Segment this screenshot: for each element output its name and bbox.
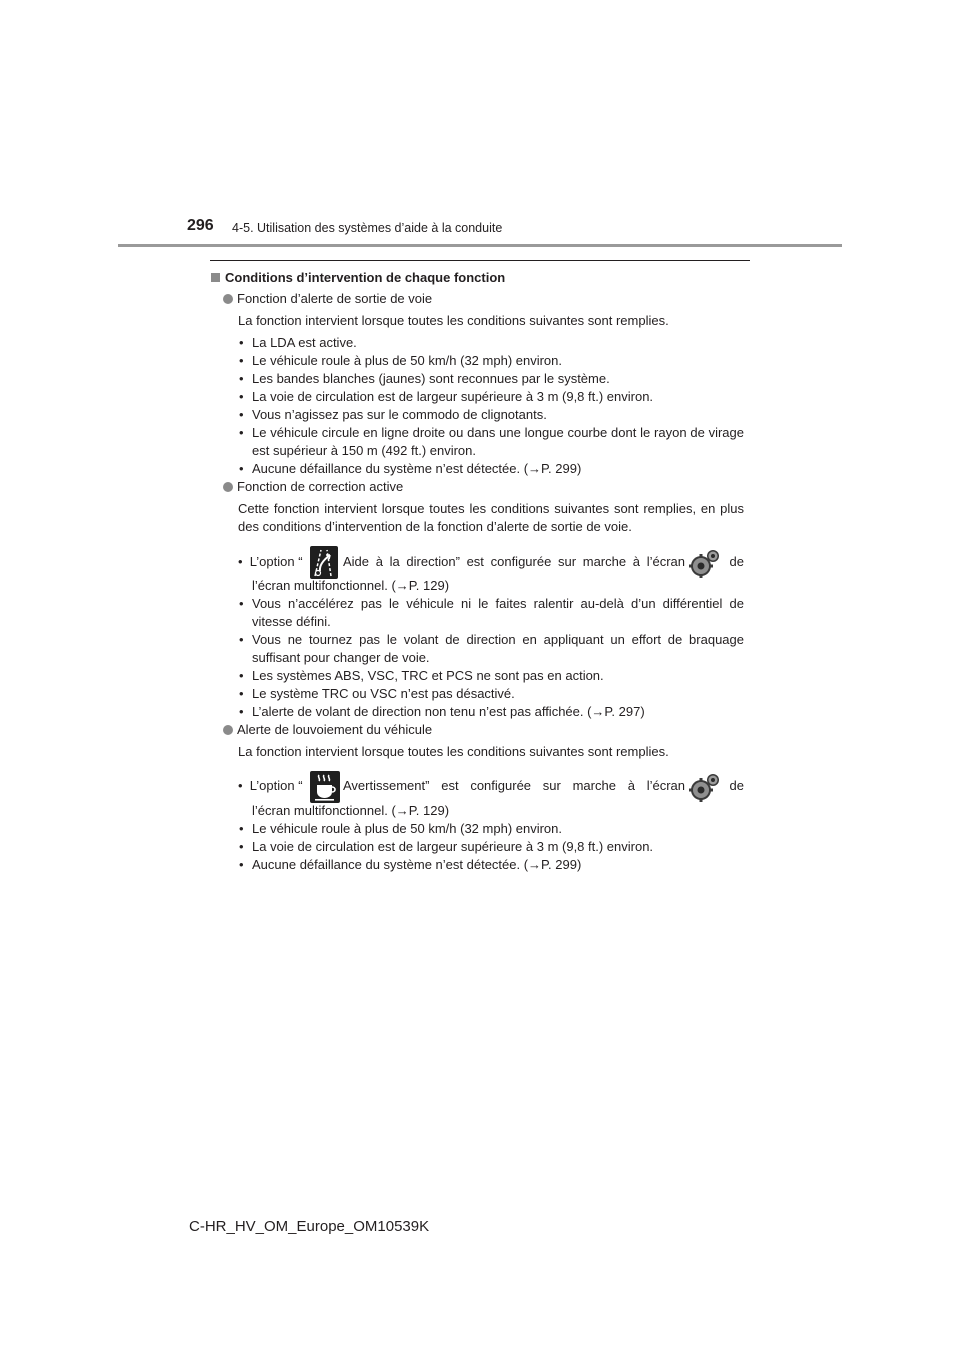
list-item: • Vous n’agissez pas sur le commodo de clignotants. xyxy=(238,406,744,424)
list-item: • Le véhicule roule à plus de 50 km/h (32 mph) environ. xyxy=(238,820,744,838)
list-item: • La voie de circulation est de largeur supérieure à 3 m (9,8 ft.) environ. xyxy=(238,388,744,406)
option-continuation: l’écran multifonctionnel. (→P. 129) xyxy=(252,803,450,818)
list-item: • Vous n’accélérez pas le véhicule ni le faites ralentir au-delà d’un différentiel de vitesse défini. xyxy=(238,595,744,631)
option-continuation: l’écran multifonctionnel. (→P. 129) xyxy=(252,578,450,593)
page-number: 296 xyxy=(187,217,214,234)
list-item: • Les bandes blanches (jaunes) sont reconnues par le système. xyxy=(238,370,744,388)
option-text: Aide à la direction” est configurée sur marche à l’écran xyxy=(343,554,685,569)
option-suffix: de xyxy=(729,778,744,793)
subsection-sway-warning xyxy=(223,722,432,737)
header-divider xyxy=(118,244,842,247)
subsection-title: Alerte de louvoiement du véhicule xyxy=(237,722,433,737)
settings-gear-icon xyxy=(689,548,721,578)
subsection-title: Fonction de correction active xyxy=(237,479,404,494)
list-item: • La LDA est active. xyxy=(238,334,744,352)
paragraph: La fonction intervient lorsque toutes les conditions suivantes sont remplies. xyxy=(238,744,669,759)
subsection-title: Fonction d’alerte de sortie de voie xyxy=(237,291,433,306)
list-item: • Vous ne tournez pas le volant de direction en appliquant un effort de braquage suffisant pour changer de voie. xyxy=(238,631,744,667)
list-item: • Aucune défaillance du système n’est détectée. (→P. 299) xyxy=(238,856,744,874)
list-item: • Le véhicule roule à plus de 50 km/h (32 mph) environ. xyxy=(238,352,744,370)
paragraph: Cette fonction intervient lorsque toutes les conditions suivantes sont remplies, en plus des conditions d’intervention de la fonction d’alerte de sortie de voie. xyxy=(238,501,744,534)
round-bullet-icon xyxy=(223,294,233,304)
settings-gear-icon xyxy=(689,772,721,802)
square-bullet-icon xyxy=(211,273,220,282)
subsection-lane-departure xyxy=(223,291,432,306)
round-bullet-icon xyxy=(223,725,233,735)
chapter-title: 4-5. Utilisation des systèmes d’aide à la conduite xyxy=(232,221,503,235)
document-id: C-HR_HV_OM_Europe_OM10539K xyxy=(189,1218,430,1235)
list-item: • La voie de circulation est de largeur supérieure à 3 m (9,8 ft.) environ. xyxy=(238,838,744,856)
list-item: • Aucune défaillance du système n’est détectée. (→P. 299) xyxy=(238,460,744,478)
steering-assist-icon xyxy=(310,546,338,579)
section-heading-text: Conditions d’intervention de chaque fonction xyxy=(225,270,506,285)
coffee-cup-icon xyxy=(310,771,340,803)
option-line-warning: • L’option “ Avertissement” est configurée sur marche à l’écran de xyxy=(238,769,744,805)
condition-list xyxy=(238,595,744,721)
condition-list xyxy=(238,334,744,478)
round-bullet-icon xyxy=(223,482,233,492)
option-suffix: de xyxy=(729,554,744,569)
list-item: • Les systèmes ABS, VSC, TRC et PCS ne sont pas en action. xyxy=(238,667,744,685)
section-divider xyxy=(210,260,750,261)
subsection-active-correction xyxy=(223,479,403,494)
option-prefix: L’option “ xyxy=(249,778,303,793)
list-item: • L’alerte de volant de direction non tenu n’est pas affichée. (→P. 297) xyxy=(238,703,744,721)
condition-list xyxy=(238,820,744,874)
section-heading xyxy=(211,270,505,285)
list-item: • Le véhicule circule en ligne droite ou dans une longue courbe dont le rayon de virage est supérieur à 150 m (492 ft.) environ. xyxy=(238,424,744,460)
option-text: Avertissement” est configurée sur marche à l’écran xyxy=(343,778,685,793)
option-line-steering: • L’option “ Aide à la direction” est configurée sur marche à l’écran de xyxy=(238,545,744,581)
list-item: • Le système TRC ou VSC n’est pas désactivé. xyxy=(238,685,744,703)
option-prefix: L’option “ xyxy=(249,554,303,569)
paragraph: La fonction intervient lorsque toutes les conditions suivantes sont remplies. xyxy=(238,313,669,328)
